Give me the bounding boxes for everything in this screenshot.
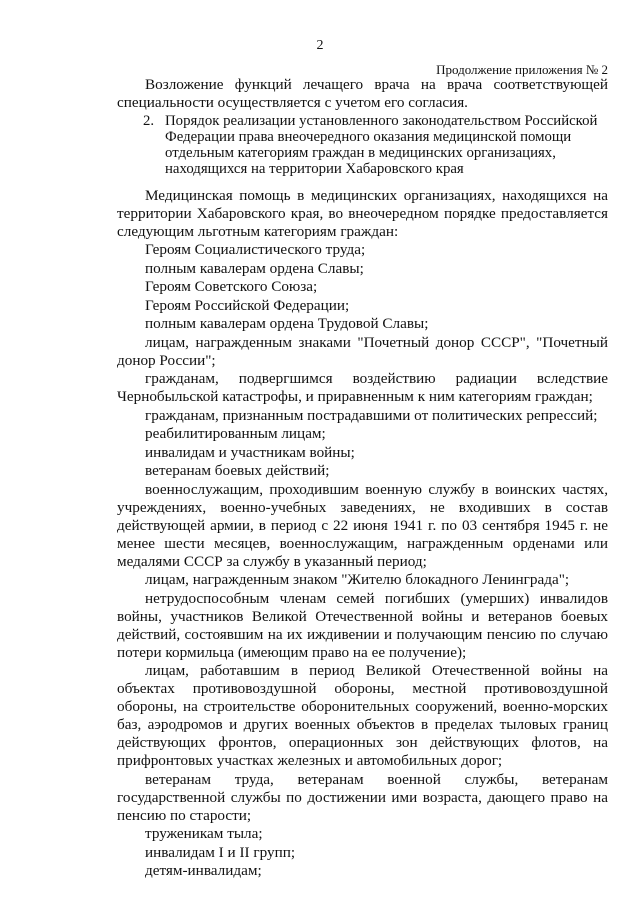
list-paragraph: гражданам, признанным пострадавшими от политических репрессий; bbox=[145, 406, 598, 424]
list-paragraph: реабилитированным лицам; bbox=[145, 425, 326, 442]
list-paragraph: лицам, награжденным знаками "Почетный донор СССР", "Почетный донор России"; bbox=[117, 333, 608, 369]
intro-paragraph: Возложение функций лечащего врача на врача соответствующей специальности осуществляется с учетом его согласия. bbox=[117, 76, 608, 111]
document-body bbox=[117, 76, 608, 880]
list-item: Героям Советского Союза; bbox=[145, 278, 318, 295]
list-paragraph: военнослужащим, проходившим военную службу в воинских частях, учреждениях, военно-учебных заведениях, не входивших в состав действующей армии, в период с 22 июня 1941 г. по 03 сентября 1945 г. не менее шести месяцев, военнослужащим, награжденным орденами или медалями СССР за службу в указанный период; bbox=[117, 480, 608, 570]
list-item: полным кавалерам ордена Трудовой Славы; bbox=[145, 315, 429, 332]
lead-paragraph: Медицинская помощь в медицинских организациях, находящихся на территории Хабаровского края, во внеочередном порядке предоставляется следующим льготным категориям граждан: bbox=[117, 186, 608, 240]
section-title: Порядок реализации установленного законодательством Российской Федерации права внеочередного оказания медицинской помощи отдельным категориям граждан в медицинских организациях, находящихся на территории Хабаровского края bbox=[165, 112, 598, 177]
list-paragraph: лицам, награжденным знаком "Жителю блокадного Ленинграда"; bbox=[145, 571, 570, 588]
list-paragraph: труженикам тыла; bbox=[145, 825, 263, 842]
list-item: полным кавалерам ордена Славы; bbox=[145, 259, 364, 277]
section-number: 2. bbox=[143, 112, 155, 129]
list-paragraph: ветеранам труда, ветеранам военной службы, ветеранам государственной службы по достижении ими возраста, дающего право на пенсию по старости; bbox=[117, 770, 608, 824]
list-paragraph: лицам, работавшим в период Великой Отечественной войны на объектах противовоздушной обороны, местной противовоздушной обороны, на строительстве оборонительных сооружений, военно-морских баз, аэродромов и других военных объектов в пределах тыловых границ действующих фронтов, операционных зон действующих флотов, на прифронтовых участках железных и автомобильных дорог; bbox=[117, 662, 608, 769]
section-heading bbox=[117, 113, 608, 177]
list-paragraph: гражданам, подвергшимся воздействию радиации вследствие Чернобыльской катастрофы, и приравненным к ним категориям граждан; bbox=[117, 370, 608, 405]
list-paragraph: детям-инвалидам; bbox=[145, 862, 262, 879]
list-item: Героям Российской Федерации; bbox=[145, 296, 350, 314]
page-number: 2 bbox=[316, 38, 324, 53]
list-paragraph: ветеранам боевых действий; bbox=[145, 462, 330, 479]
list-paragraph: инвалидам I и II групп; bbox=[145, 843, 296, 861]
list-item: Героям Социалистического труда; bbox=[145, 241, 366, 258]
annex-label: Продолжение приложения № 2 bbox=[436, 62, 608, 77]
list-paragraph: инвалидам и участникам войны; bbox=[145, 443, 355, 461]
list-paragraph: нетрудоспособным членам семей погибших (умерших) инвалидов войны, участников Великой Отечественной войны и ветеранов боевых действий, состоявшим на их иждивении и получающим пенсию по случаю потери кормильца (имеющим право на ее получение); bbox=[117, 589, 608, 661]
